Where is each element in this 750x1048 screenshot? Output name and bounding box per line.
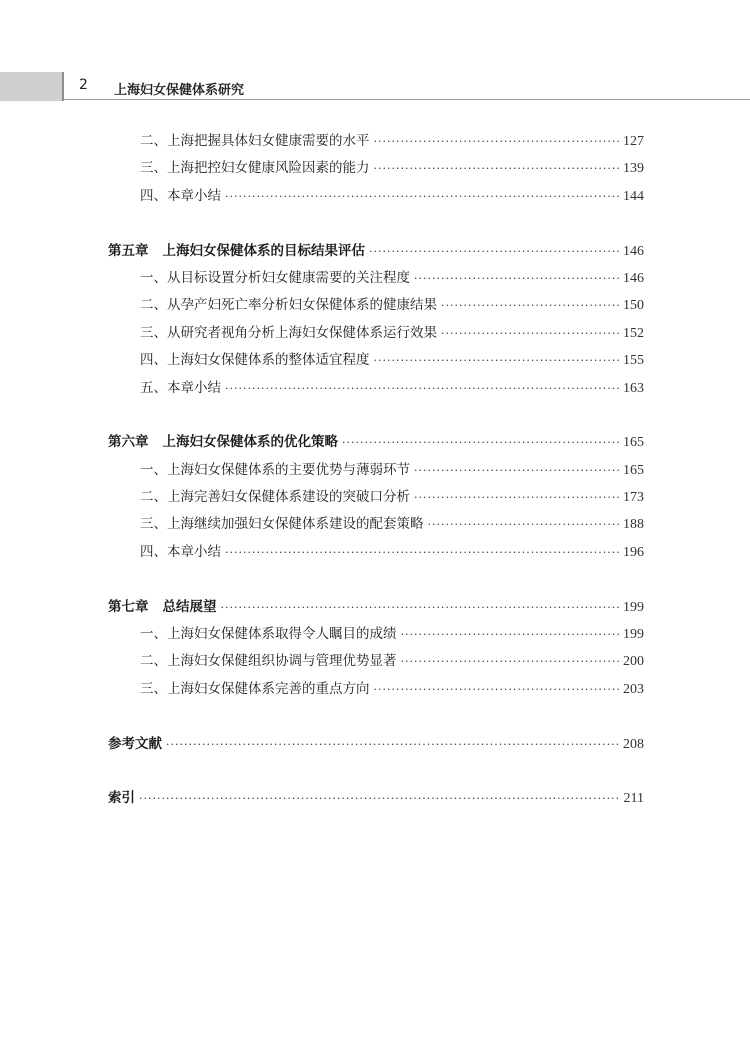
chapter-name: 总结展望 bbox=[162, 598, 217, 615]
chapter-title bbox=[108, 430, 338, 450]
toc-entry-page: 173 bbox=[623, 490, 644, 506]
toc-entry[interactable] bbox=[108, 677, 644, 704]
chapter-label: 第六章 bbox=[108, 434, 149, 451]
toc-entry-page: 200 bbox=[623, 654, 644, 670]
toc-entry-page: 139 bbox=[623, 161, 644, 177]
toc-entry-page: 155 bbox=[623, 353, 644, 369]
dot-leader bbox=[441, 327, 619, 340]
header-bar bbox=[0, 72, 62, 101]
toc-entry-title: 四、本章小结 bbox=[140, 543, 221, 560]
toc-entry[interactable] bbox=[108, 321, 644, 348]
toc-entry[interactable] bbox=[108, 376, 644, 403]
dot-leader bbox=[225, 546, 619, 559]
references-title: 参考文献 bbox=[108, 735, 162, 752]
toc-entry[interactable] bbox=[108, 622, 644, 649]
dot-leader bbox=[401, 655, 620, 668]
chapter-name: 上海妇女保健体系的目标结果评估 bbox=[162, 242, 365, 259]
toc-entry[interactable] bbox=[108, 293, 644, 320]
toc-entry[interactable] bbox=[108, 540, 644, 567]
toc-entry[interactable] bbox=[108, 156, 644, 183]
dot-leader bbox=[374, 354, 620, 367]
toc-entry-title: 二、上海妇女保健组织协调与管理优势显著 bbox=[140, 653, 397, 670]
toc-entry-page: 199 bbox=[623, 627, 644, 643]
dot-leader bbox=[414, 491, 619, 504]
toc-entry[interactable] bbox=[108, 348, 644, 375]
spacer bbox=[108, 567, 644, 594]
toc-entry-title: 五、本章小结 bbox=[140, 379, 221, 396]
toc-entry-page: 165 bbox=[623, 462, 644, 478]
chapter-page: 165 bbox=[623, 435, 644, 451]
spacer bbox=[108, 704, 644, 731]
toc-chapter-7[interactable] bbox=[108, 595, 644, 622]
references-page: 208 bbox=[623, 736, 644, 752]
index-title: 索引 bbox=[108, 790, 135, 807]
dot-leader bbox=[139, 792, 620, 805]
toc-entry[interactable] bbox=[108, 266, 644, 293]
toc-entry-page: 196 bbox=[623, 544, 644, 560]
page-number: 2 bbox=[79, 77, 88, 93]
dot-leader bbox=[225, 382, 619, 395]
chapter-title bbox=[108, 595, 217, 615]
dot-leader bbox=[414, 272, 619, 285]
toc-entry-page: 144 bbox=[623, 188, 644, 204]
chapter-title bbox=[108, 239, 365, 259]
running-header bbox=[0, 72, 750, 102]
chapter-name: 上海妇女保健体系的优化策略 bbox=[162, 434, 338, 451]
toc-chapter-5[interactable] bbox=[108, 239, 644, 266]
toc-entry[interactable] bbox=[108, 458, 644, 485]
toc-entry-page: 152 bbox=[623, 325, 644, 341]
header-rule bbox=[64, 99, 750, 100]
toc-entry[interactable] bbox=[108, 485, 644, 512]
toc-entry-title: 一、从目标设置分析妇女健康需要的关注程度 bbox=[140, 269, 410, 286]
chapter-label: 第五章 bbox=[108, 242, 149, 259]
toc-entry-title: 四、本章小结 bbox=[140, 187, 221, 204]
toc-chapter-6[interactable] bbox=[108, 430, 644, 457]
toc-entry-page: 127 bbox=[623, 134, 644, 149]
dot-leader bbox=[374, 135, 620, 148]
dot-leader bbox=[401, 628, 620, 641]
toc-entry-title: 二、上海完善妇女保健体系建设的突破口分析 bbox=[140, 489, 410, 506]
toc-entry-title: 三、上海妇女保健体系完善的重点方向 bbox=[140, 680, 370, 697]
toc-entry-page: 188 bbox=[623, 517, 644, 533]
header-divider bbox=[62, 72, 64, 101]
index-page: 211 bbox=[623, 791, 644, 807]
dot-leader bbox=[441, 299, 619, 312]
toc-entry-page: 203 bbox=[623, 681, 644, 697]
dot-leader bbox=[369, 245, 619, 258]
toc-entry-page: 150 bbox=[623, 298, 644, 314]
toc-entry-title: 一、上海妇女保健体系的主要优势与薄弱环节 bbox=[140, 461, 410, 478]
dot-leader bbox=[342, 436, 619, 449]
toc-entry[interactable] bbox=[108, 129, 644, 156]
toc-entry-title: 三、上海继续加强妇女保健体系建设的配套策略 bbox=[140, 516, 424, 533]
toc-entry[interactable] bbox=[108, 184, 644, 211]
chapter-label: 第七章 bbox=[108, 598, 149, 615]
dot-leader bbox=[414, 464, 619, 477]
book-title: 上海妇女保健体系研究 bbox=[114, 83, 245, 98]
toc-entry-page: 163 bbox=[623, 380, 644, 396]
dot-leader bbox=[225, 190, 619, 203]
toc-entry-title: 三、从研究者视角分析上海妇女保健体系运行效果 bbox=[140, 324, 437, 341]
toc-entry-title: 三、上海把控妇女健康风险因素的能力 bbox=[140, 160, 370, 177]
toc-index[interactable] bbox=[108, 786, 644, 813]
chapter-page: 199 bbox=[623, 599, 644, 615]
toc-entry-title: 一、上海妇女保健体系取得令人瞩目的成绩 bbox=[140, 626, 397, 643]
toc-entry[interactable] bbox=[108, 649, 644, 676]
toc-entry[interactable] bbox=[108, 512, 644, 539]
toc-entry-title: 二、从孕产妇死亡率分析妇女保健体系的健康结果 bbox=[140, 297, 437, 314]
dot-leader bbox=[428, 518, 620, 531]
dot-leader bbox=[221, 601, 620, 614]
toc-references[interactable] bbox=[108, 732, 644, 759]
chapter-page: 146 bbox=[623, 243, 644, 259]
table-of-contents bbox=[108, 129, 644, 814]
dot-leader bbox=[374, 162, 620, 175]
toc-entry-title: 四、上海妇女保健体系的整体适宜程度 bbox=[140, 352, 370, 369]
dot-leader bbox=[166, 738, 619, 751]
spacer bbox=[108, 403, 644, 430]
toc-entry-page: 146 bbox=[623, 270, 644, 286]
spacer bbox=[108, 759, 644, 786]
toc-entry-title: 二、上海把握具体妇女健康需要的水平 bbox=[140, 133, 370, 149]
dot-leader bbox=[374, 683, 620, 696]
spacer bbox=[108, 211, 644, 238]
